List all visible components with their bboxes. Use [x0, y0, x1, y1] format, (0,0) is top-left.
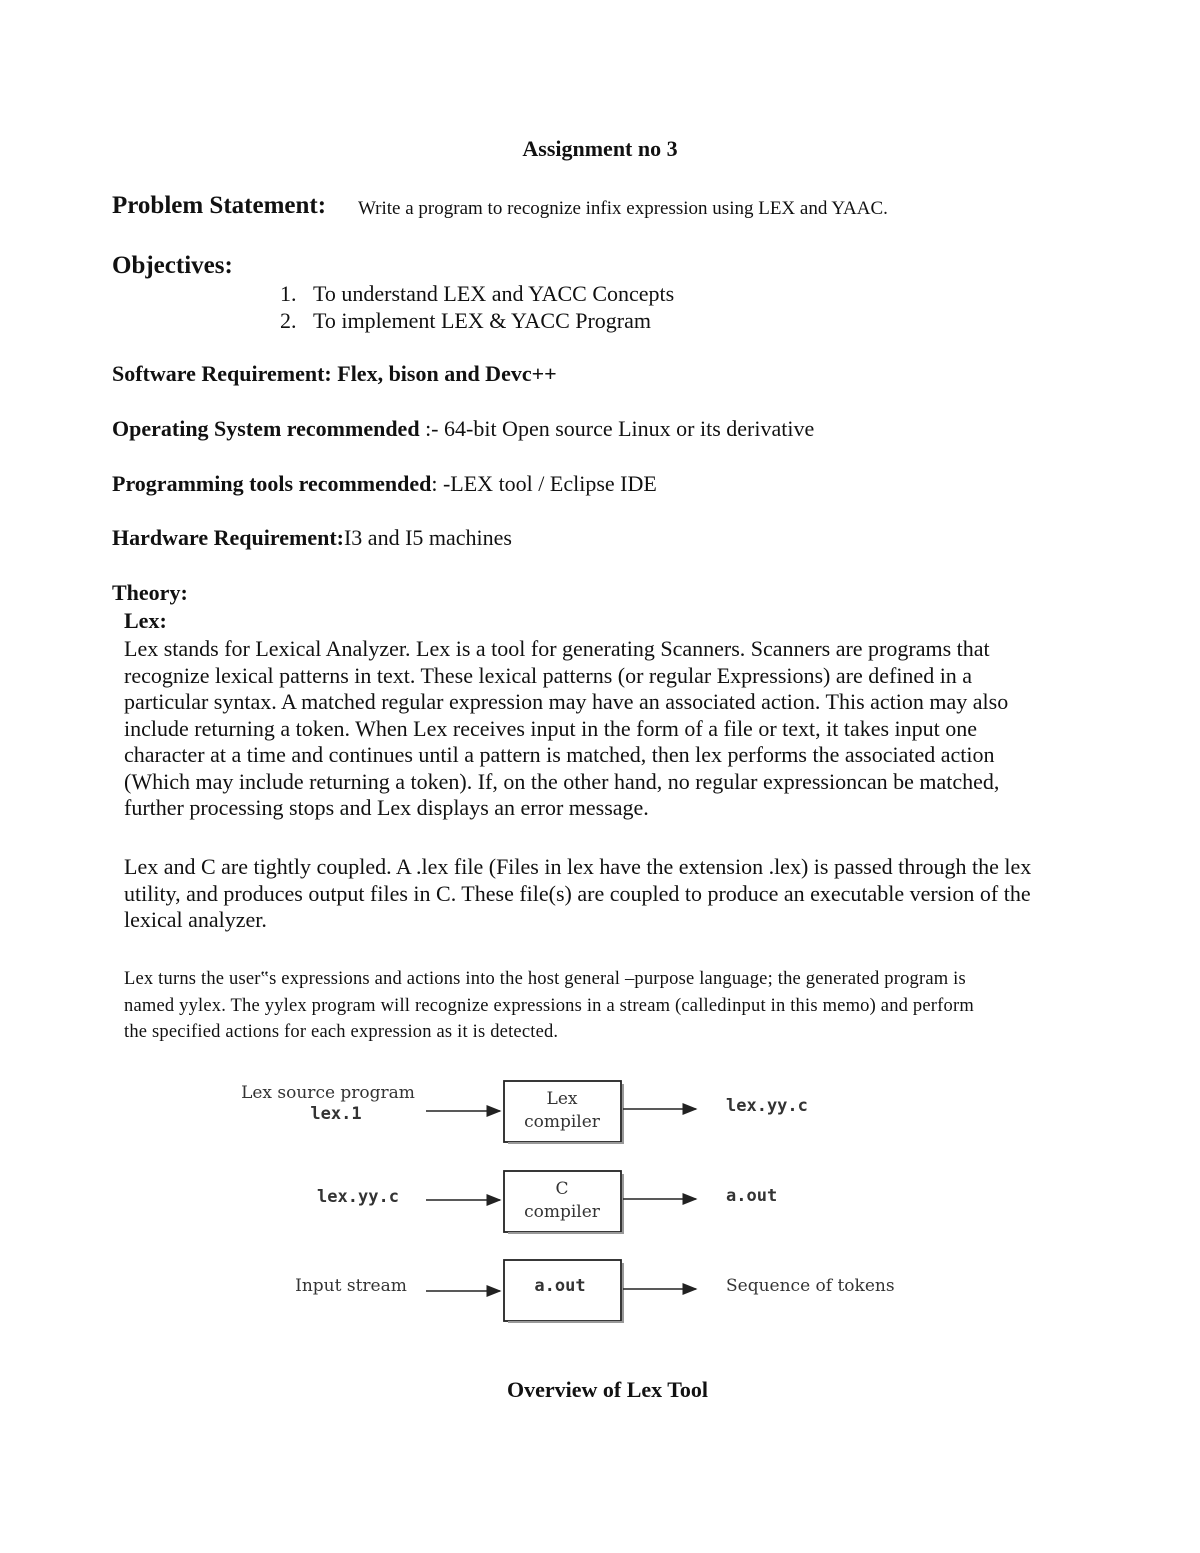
c-compiler-label-line2: compiler	[524, 1202, 600, 1222]
row3-input: Input stream	[295, 1276, 407, 1296]
lex-paragraph-2: Lex and C are tightly coupled. A .lex file (Files in lex have the extension .lex) is passed through the lex utility, and produces output files in C. These file(s) are coupled to produce an executable version of the lexical analyzer.	[124, 854, 1032, 932]
objective-item: 1. To understand LEX and YACC Concepts	[280, 281, 675, 306]
lex-paragraph-3: Lex turns the user‟s expressions and actions into the host general –purpose language; the generated program is named yylex. The yylex program will recognize expressions in a stream (calledinput in this memo) and perform the specified actions for each expression as it is detected.	[124, 969, 974, 1042]
hardware-requirement: Hardware Requirement:I3 and I5 machines	[112, 525, 512, 550]
objectives-list	[280, 280, 674, 334]
lex-paragraph-1: Lex stands for Lexical Analyzer. Lex is a tool for generating Scanners. Scanners are programs that recognize lexical patterns in text. These lexical patterns (or regular Expressions) are defined in a particular syntax. A matched regular expression may have an associated action. This action may also include returning a token. When Lex receives input in the form of a file or text, it takes input one character at a time and continues until a pattern is matched, then lex performs the associated action (Which may include returning a token). If, on the other hand, no regular expressioncan be matched, further processing stops and Lex displays an error message.	[124, 636, 1009, 820]
os-recommended: Operating System recommended :- 64-bit Open source Linux or its derivative	[112, 416, 815, 441]
tools-recommended: Programming tools recommended: -LEX tool / Eclipse IDE	[112, 471, 657, 496]
row3-output: Sequence of tokens	[726, 1276, 895, 1296]
page-title: Assignment no 3	[522, 136, 678, 161]
a-out-box-label: a.out	[534, 1276, 586, 1296]
problem-statement-label: Problem Statement:	[112, 192, 327, 219]
software-requirement: Software Requirement: Flex, bison and Devc++	[112, 361, 557, 386]
objectives-heading: Objectives:	[112, 252, 233, 279]
row2-output: a.out	[726, 1186, 778, 1206]
row2-input: lex.yy.c	[317, 1187, 399, 1207]
row1-input-line1: Lex source program	[241, 1083, 415, 1103]
row1-input-line2: lex.1	[310, 1104, 362, 1124]
lex-heading: Lex:	[124, 608, 167, 633]
objective-item: 2. To implement LEX & YACC Program	[280, 308, 652, 333]
figure-caption: Overview of Lex Tool	[506, 1377, 709, 1402]
row1-output: lex.yy.c	[726, 1096, 808, 1116]
c-compiler-label-line1: C	[555, 1179, 569, 1199]
problem-statement-text: Write a program to recognize infix expression using LEX and YAAC.	[358, 198, 888, 219]
lex-overview-diagram	[230, 1070, 930, 1330]
lex-compiler-label-line1: Lex	[546, 1089, 578, 1109]
lex-compiler-label-line2: compiler	[524, 1112, 600, 1132]
theory-heading: Theory:	[112, 580, 188, 605]
